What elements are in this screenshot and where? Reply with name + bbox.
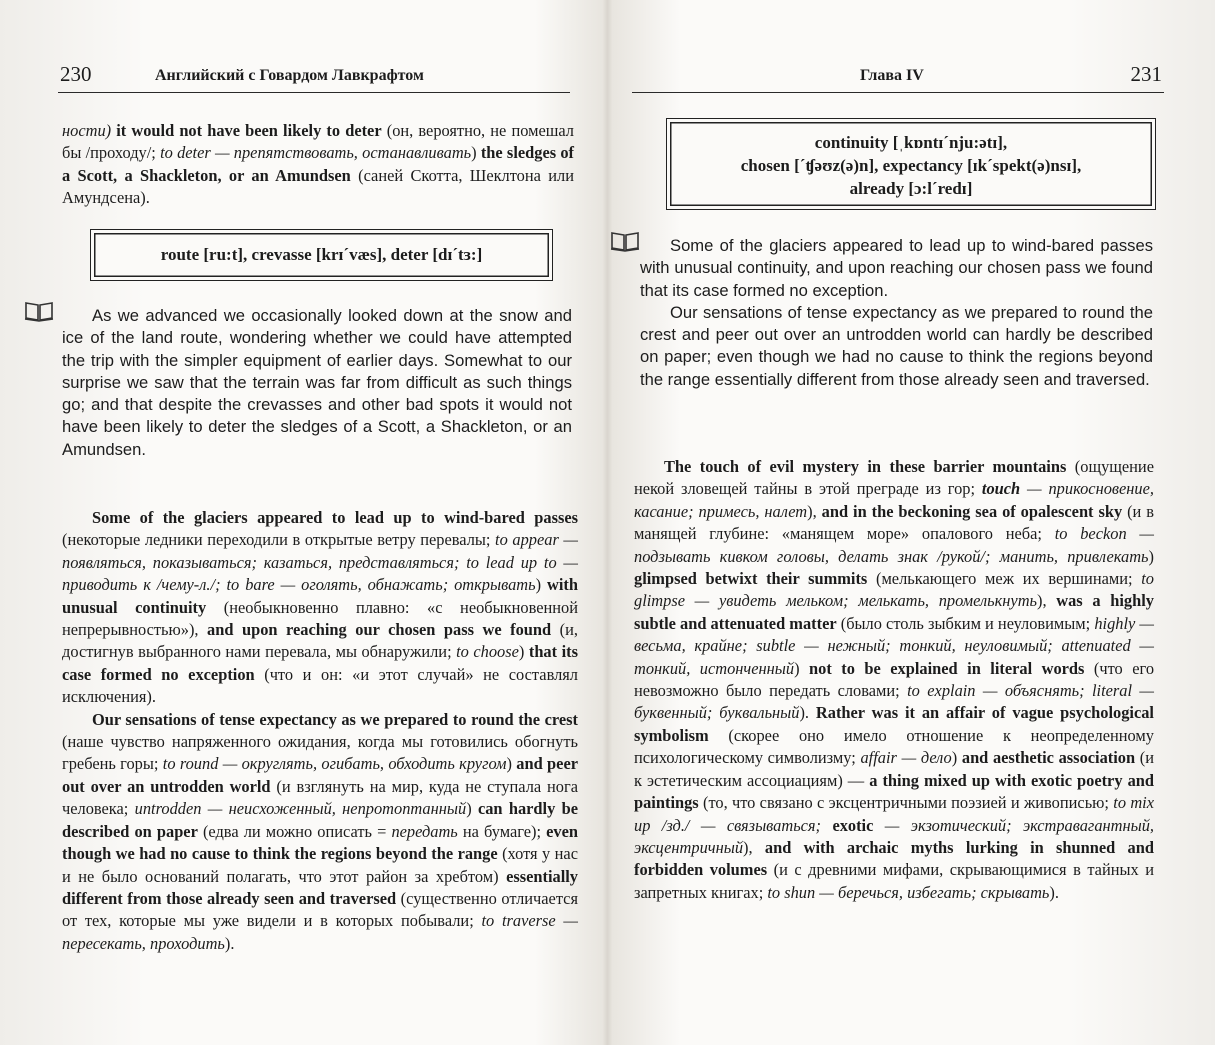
text-run: Our sensations of tense expectancy as we prepared to round the crest	[92, 709, 578, 729]
text-run: ).	[799, 703, 810, 723]
english-passage: As we advanced we occasionally looked down at the snow and ice of the land route, wondering whether we could have attempted the trip with the simpler equipment of earlier days. Somewhat to our surprise we saw that the terrain was far from difficult as such things go; and that despite the crevasses and other bad spots it would not have been likely to deter the sledges of a Scott, a Shackleton, or an Amundsen.	[62, 306, 572, 459]
text-run: на бумаге);	[457, 821, 542, 841]
text-run: a thing mixed up with exotic poetry and paintings	[634, 770, 1154, 813]
vocabulary-text: route [ru:t], crevasse [krɪˊvæs], deter [dɪˊtɜ:]	[160, 245, 483, 264]
text-run: to shun — беречься, избегать; скрывать	[767, 882, 1050, 902]
text-run: ),	[1037, 591, 1047, 611]
running-title: Английский с Говардом Лавкрафтом	[155, 67, 424, 84]
text-run: to explain — объяснять; literal — буквенный; буквальный	[634, 681, 1154, 723]
text-run: )	[535, 575, 542, 595]
book-icon	[24, 300, 54, 322]
text-run: exotic	[832, 815, 874, 835]
text-run: to mix up /зд./ — связываться;	[634, 793, 1154, 835]
text-run: передать	[391, 821, 458, 841]
left-page	[0, 0, 607, 1045]
page-header	[58, 62, 570, 93]
gloss-paragraph	[634, 456, 1154, 904]
running-title: Глава IV	[860, 67, 924, 84]
text-run: )	[518, 642, 525, 662]
text-run: glimpsed betwixt their summits	[634, 569, 868, 589]
text-run: (скорее оно имело отношение к неопределенному психологическому символизму;	[634, 725, 1154, 768]
text-run: )	[466, 799, 472, 819]
text-run: (ощущение некой зловещей тайны в этой преграде из гор;	[634, 457, 1154, 499]
text-run: )	[951, 748, 958, 768]
text-run: it would not have been likely to deter	[111, 121, 382, 140]
page-header	[632, 62, 1164, 93]
text-run: to round — округлять, огибать, обходить кругом	[162, 754, 507, 774]
vocabulary-line: chosen [ˊʧəʊz(ə)n], expectancy [ɪkˊspekt(ə)nsɪ],	[740, 156, 1082, 175]
text-run: )	[506, 754, 512, 774]
text-run: )	[471, 143, 477, 163]
text-run: essentially different from those already seen and traversed	[62, 866, 579, 908]
text-run: (и, достигнув выбранного нами перевала, мы обнаружили;	[62, 620, 578, 662]
page-number: 231	[1130, 62, 1162, 86]
text-run: (и к эстетическим ассоциациям) —	[634, 748, 1155, 790]
text-run: ности)	[62, 121, 112, 140]
text-run: (некоторые ледники переходили в открытые ветру перевалы;	[62, 530, 496, 550]
text-run: (он, вероятно, не помешал бы /проходу/;	[62, 121, 574, 163]
text-run: to appear — появляться, показываться; казаться, представляться; to lead up to — приводить к /чему-л./; to bare — оголять, обнажать; открывать	[62, 530, 578, 595]
text-run: (хотя у нас и не было оснований полагать, что этот район за хребтом)	[62, 844, 578, 886]
text-run: and aesthetic association	[957, 748, 1136, 768]
text-run: — прикосновение, касание; примесь, налет	[634, 479, 1154, 521]
text-run: untrodden — неисхоженный, непротоптанный	[134, 799, 467, 819]
text-run: not to be explained in literal words	[799, 658, 1085, 678]
text-run: )	[794, 658, 800, 678]
text-run: Some of the glaciers appeared to lead up to wind-bared passes	[92, 508, 578, 527]
english-passage: Some of the glaciers appeared to lead up to wind-bared passes with unusual continuity, and upon reaching our chosen pass we found that its case formed no exception. Our sensations of tense expectancy as we prepared to round the crest and peer out over an untrodden world can hardly be described on paper; even though we had no cause to think the regions beyond the range essentially different from those already seen and traversed.	[640, 236, 1153, 389]
text-run: (существенно отличается от тех, которые мы уже видели и в которых побывали;	[62, 888, 578, 931]
gloss-paragraph	[62, 709, 578, 955]
text-run: was a highly subtle and attenuated matter	[634, 591, 1154, 633]
vocabulary-box	[90, 229, 553, 281]
text-run: (и с древними мифами, скрывающимися в тайных и запретных книгах;	[634, 860, 1154, 902]
text-run: to beckon — подзывать кивком головы, делать знак /рукой/; манить, привлекать	[634, 524, 1154, 566]
text-run: even though we had no cause to think the regions beyond the range	[62, 821, 578, 864]
right-page	[608, 0, 1215, 1045]
vocabulary-box	[666, 118, 1156, 210]
text-run: The touch of evil mystery in these barrier mountains	[664, 457, 1067, 476]
gloss-section	[62, 507, 578, 955]
text-run: ),	[807, 501, 817, 521]
text-run: and upon reaching our chosen pass we found	[198, 620, 552, 640]
text-run: (что и он: «и этот случай» не составлял исключения).	[62, 664, 578, 707]
gloss-paragraph	[62, 507, 578, 709]
vocabulary-line: already [ɔ:lˊredɪ]	[849, 179, 973, 198]
gloss-section	[634, 456, 1154, 904]
text-run: ).	[1049, 882, 1059, 902]
book-icon	[610, 230, 640, 252]
text-run: (было столь зыбким и неуловимым;	[836, 613, 1095, 633]
text-run: highly — весьма, крайне; subtle — нежный; тонкий, неуловимый; attenuated — тонкий, истонченный	[634, 613, 1155, 678]
text-run: (необыкновенно плавно: «с необыкновенной непрерывностью»),	[62, 597, 579, 640]
text-run: )	[1148, 546, 1154, 566]
text-run: (что его невозможно было передать словами;	[634, 658, 1155, 701]
page-number: 230	[60, 62, 92, 86]
text-run: to deter — препятствовать, останавливать	[160, 143, 472, 163]
text-run: (и взглянуть на мир, куда не ступала нога человека;	[62, 776, 578, 819]
text-run: (наше чувство напряженного ожидания, когда мы готовились обогнуть гребень горы;	[62, 732, 578, 774]
continuation-gloss	[62, 120, 574, 210]
text-run: Rather was it an affair of vague psychological symbolism	[634, 703, 1154, 745]
vocabulary-line: continuity [ˌkɒntɪˊnju:ətɪ],	[814, 133, 1008, 152]
text-run: (едва ли можно описать =	[197, 821, 392, 841]
text-run: to glimpse — увидеть мельком; мелькать, промелькнуть	[634, 569, 1154, 611]
text-run: the sledges of a Scott, a Shackleton, or an Amundsen	[62, 143, 574, 185]
text-run: (то, что связано с эксцентричными поэзией и живописью;	[698, 793, 1114, 813]
text-run: — экзотический; экстравагантный, эксцентричный	[634, 815, 1155, 857]
text-run: to choose	[456, 642, 519, 662]
text-run: (мелькающего меж их вершинами;	[867, 569, 1142, 589]
text-run: to traverse — пересекать, проходить	[62, 911, 579, 953]
text-run: touch	[981, 479, 1021, 499]
text-run: that its case formed no exception	[62, 642, 578, 684]
text-run: and in the beckoning sea of opalescent sky	[816, 501, 1123, 521]
text-run: can hardly be described on paper	[62, 799, 578, 841]
text-run: ),	[743, 837, 753, 857]
text-run: and with archaic myths lurking in shunned and forbidden volumes	[634, 837, 1154, 880]
text-run: and peer out over an untrodden world	[62, 754, 578, 796]
text-run: (и в манящей глубине: «манящем море» опалового неба;	[634, 501, 1154, 544]
text-run: (саней Скотта, Шеклтона или Амундсена).	[62, 165, 574, 208]
text-run: ).	[224, 933, 235, 953]
text-run: with unusual continuity	[62, 575, 579, 617]
text-run: affair — дело	[860, 748, 952, 768]
